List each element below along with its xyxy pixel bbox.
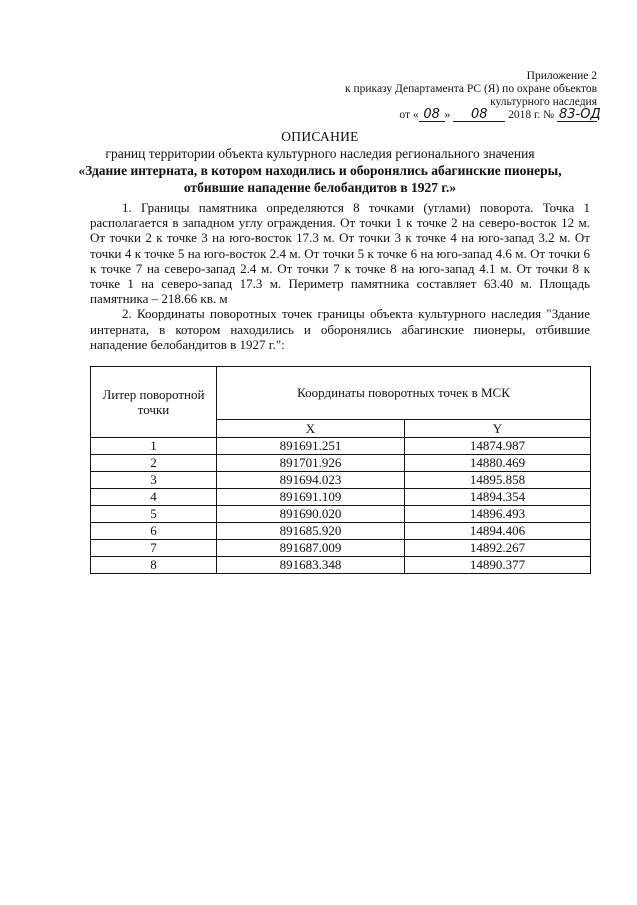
y-value: 14896.493 — [405, 506, 591, 523]
order-reference: к приказу Департамента РС (Я) по охране объектов — [345, 83, 597, 95]
year-text: 2018 г. № — [508, 109, 555, 121]
x-value: 891687.009 — [217, 540, 405, 557]
x-value: 891691.109 — [217, 489, 405, 506]
order-reference-cont: культурного наследия — [490, 96, 597, 108]
document-heading: ОПИСАНИЕ — [281, 129, 359, 144]
x-value: 891685.920 — [217, 523, 405, 540]
boundary-description-paragraph: 1. Границы памятника определяются 8 точками (углами) поворота. Точка 1 располагается в западном углу ограждения. От точки 1 к точке 2 на северо-восток 12 м. От точки 2 к точке 3 на юго-восток 17.3 м. От точки 3 к точке 4 на юго-запад 3.2 м. От точки 4 к точке 5 на юго-восток 2.4 м. От точки 5 к точке 6 на юго-запад 4.6 м. От точки 6 к точке 7 на северо-запад 2.4 м. От точки 7 к точке 8 на юго-запад 4.1 м. От точки 8 к точке 1 на северо-запад 17.3 м. Периметр памятника составляет 63.40 м. Площадь памятника – 218.66 кв. м — [90, 200, 590, 307]
handwritten-day: 08 — [419, 109, 445, 122]
y-value: 14895.858 — [405, 472, 591, 489]
y-value: 14890.377 — [405, 557, 591, 574]
object-name-line1: «Здание интерната, в котором находились и оборонялись абагинские пионеры, — [78, 163, 562, 178]
point-number: 2 — [91, 455, 217, 472]
point-number: 8 — [91, 557, 217, 574]
y-value: 14894.354 — [405, 489, 591, 506]
table-row — [91, 438, 591, 455]
point-number: 7 — [91, 540, 217, 557]
date-prefix: от « — [399, 109, 419, 121]
handwritten-month: 08 — [453, 109, 505, 122]
document-subheading: границ территории объекта культурного наследия регионального значения — [105, 146, 535, 161]
handwritten-order-number: 83-ОД — [559, 107, 601, 122]
appendix-header — [317, 70, 601, 122]
x-value: 891694.023 — [217, 472, 405, 489]
x-column-header: X — [217, 420, 405, 438]
table-row — [91, 489, 591, 506]
coordinates-table — [90, 366, 591, 574]
y-value: 14894.406 — [405, 523, 591, 540]
y-column-header: Y — [405, 420, 591, 438]
point-number: 1 — [91, 438, 217, 455]
point-number: 4 — [91, 489, 217, 506]
point-number: 6 — [91, 523, 217, 540]
table-row — [91, 455, 591, 472]
y-value: 14892.267 — [405, 540, 591, 557]
description-body — [90, 200, 590, 352]
date-mid: » — [444, 109, 451, 121]
table-row — [91, 472, 591, 489]
order-date-line — [317, 107, 601, 122]
x-value: 891691.251 — [217, 438, 405, 455]
table-row — [91, 557, 591, 574]
x-value: 891683.348 — [217, 557, 405, 574]
point-number: 5 — [91, 506, 217, 523]
table-row — [91, 540, 591, 557]
coordinates-column-header: Координаты поворотных точек в МСК — [217, 367, 591, 420]
title-block — [60, 128, 580, 196]
object-name-line2: отбившие нападение белобандитов в 1927 г.» — [183, 180, 457, 195]
y-value: 14874.987 — [405, 438, 591, 455]
y-value: 14880.469 — [405, 455, 591, 472]
point-column-header: Литер поворотной точки — [91, 367, 217, 438]
table-row — [91, 523, 591, 540]
x-value: 891690.020 — [217, 506, 405, 523]
appendix-label: Приложение 2 — [526, 70, 597, 82]
table-row — [91, 506, 591, 523]
point-number: 3 — [91, 472, 217, 489]
x-value: 891701.926 — [217, 455, 405, 472]
coordinates-intro-paragraph: 2. Координаты поворотных точек границы объекта культурного наследия "Здание интерната, в котором находились и оборонялись абагинские пионеры, отбившие нападение белобандитов в 1927 г.": — [90, 306, 590, 352]
